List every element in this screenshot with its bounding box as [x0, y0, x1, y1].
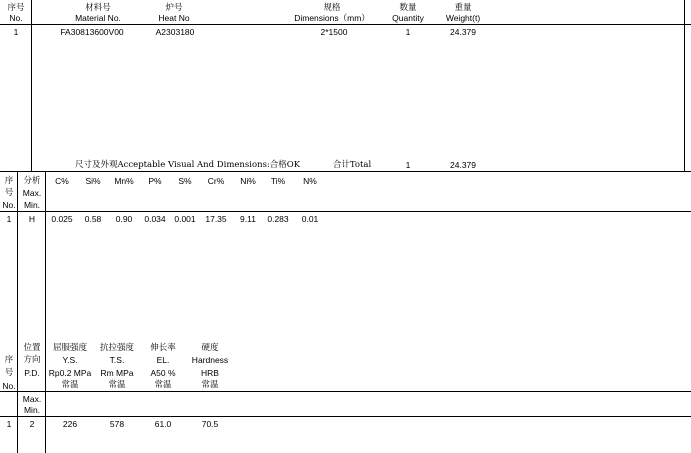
chem-value-mn: 0.90: [115, 214, 133, 224]
chem-seq-cn-2: 号: [4, 188, 14, 198]
seq-header-cn: 序号: [7, 3, 25, 13]
chem-element-si: Si%: [85, 176, 101, 186]
mat-row-weight: 24.379: [450, 27, 476, 37]
dim-header-cn: 规格: [323, 3, 341, 13]
chem-element-s: S%: [178, 176, 192, 186]
mech-value-hardness: 70.5: [201, 419, 219, 429]
mat-row-material-no: FA30813600V00: [60, 27, 124, 37]
position-cn-2: 方向: [23, 355, 41, 365]
chem-value-si: 0.58: [84, 214, 102, 224]
ts-header-cn: 抗拉强度: [99, 343, 135, 353]
mat-row-quantity: 1: [405, 27, 411, 37]
heat-header-en: Heat No: [158, 13, 190, 23]
chem-value-c: 0.025: [51, 214, 73, 224]
mech-value-ts: 578: [109, 419, 125, 429]
position-cn-1: 位置: [23, 343, 41, 353]
chem-value-p: 0.034: [144, 214, 166, 224]
el-header-temp: 常温: [154, 380, 172, 390]
total-quantity: 1: [405, 160, 411, 170]
chem-value-s: 0.001: [174, 214, 196, 224]
chem-value-ni: 9.11: [240, 214, 256, 224]
chem-row-type: H: [28, 214, 36, 224]
heat-header-cn: 炉号: [165, 3, 183, 13]
mech-seq-en: No.: [2, 381, 16, 391]
rule-mat-header: [0, 24, 691, 25]
total-label: 合计Total: [332, 160, 372, 170]
material-header-cn: 材料号: [85, 3, 111, 13]
ys-header-temp: 常温: [61, 380, 79, 390]
mat-row-no: 1: [13, 27, 19, 37]
chem-element-cr: Cr%: [207, 176, 225, 186]
hardness-header-unit: HRB: [201, 368, 219, 378]
mech-row-no: 1: [6, 419, 12, 429]
ys-header-cn: 屈服强度: [52, 343, 88, 353]
chem-value-ti: 0.283: [267, 214, 289, 224]
rule-mat-end: [0, 171, 691, 172]
rule-mech-limits: [0, 416, 691, 417]
mat-row-dimensions: 2*1500: [320, 27, 348, 37]
seq-header-en: No.: [9, 13, 23, 23]
mech-seq-cn-1: 序: [4, 355, 14, 365]
ts-header-en: T.S.: [109, 355, 125, 365]
chem-analysis-cn: 分析: [23, 176, 41, 186]
rule-mat-right: [684, 0, 685, 171]
mech-max: Max.: [22, 394, 42, 404]
rule-mat-col-1: [31, 0, 32, 171]
chem-element-mn: Mn%: [114, 176, 134, 186]
rule-mech-header: [0, 391, 691, 392]
mech-row-pd: 2: [29, 419, 35, 429]
chem-element-ni: Ni%: [240, 176, 256, 186]
chem-element-c: C%: [55, 176, 69, 186]
hardness-header-en: Hardness: [191, 355, 229, 365]
visual-acceptance: 尺寸及外观Acceptable Visual And Dimensions:合格OK: [75, 160, 301, 170]
ys-header-unit: Rp0.2 MPa: [48, 368, 92, 378]
chem-value-n: 0.01: [301, 214, 319, 224]
mat-row-heat-no: A2303180: [155, 27, 195, 37]
chem-max: Max.: [22, 188, 42, 198]
position-en: P.D.: [24, 368, 40, 378]
el-header-en: EL.: [156, 355, 170, 365]
weight-header-cn: 重量: [454, 3, 472, 13]
qty-header-en: Quantity: [392, 13, 424, 23]
mech-value-ys: 226: [62, 419, 78, 429]
chem-element-ti: Ti%: [270, 176, 286, 186]
mech-value-el: 61.0: [154, 419, 172, 429]
rule-chem-col-2: [45, 171, 46, 453]
hardness-header-temp: 常温: [201, 380, 219, 390]
ts-header-unit: Rm MPa: [100, 368, 134, 378]
dim-header-en: Dimensions（mm）: [294, 13, 370, 23]
mech-min: Min.: [23, 405, 41, 415]
total-weight: 24.379: [450, 160, 476, 170]
ys-header-en: Y.S.: [62, 355, 78, 365]
ts-header-temp: 常温: [108, 380, 126, 390]
qty-header-cn: 数量: [399, 3, 417, 13]
el-header-cn: 伸长率: [150, 343, 176, 353]
chem-element-n: N%: [303, 176, 317, 186]
material-header-en: Material No.: [75, 13, 121, 23]
chem-seq-cn-1: 序: [4, 176, 14, 186]
weight-header-en: Weight(t): [445, 13, 481, 23]
chem-value-cr: 17.35: [205, 214, 227, 224]
chem-row-no: 1: [6, 214, 12, 224]
mech-seq-cn-2: 号: [4, 368, 14, 378]
rule-chem-header: [0, 211, 691, 212]
chem-min: Min.: [23, 200, 41, 210]
chem-seq-en: No.: [2, 200, 16, 210]
chem-element-p: P%: [148, 176, 162, 186]
rule-chem-col-1: [17, 171, 18, 453]
hardness-header-cn: 硬度: [201, 343, 219, 353]
el-header-unit: A50 %: [150, 368, 176, 378]
